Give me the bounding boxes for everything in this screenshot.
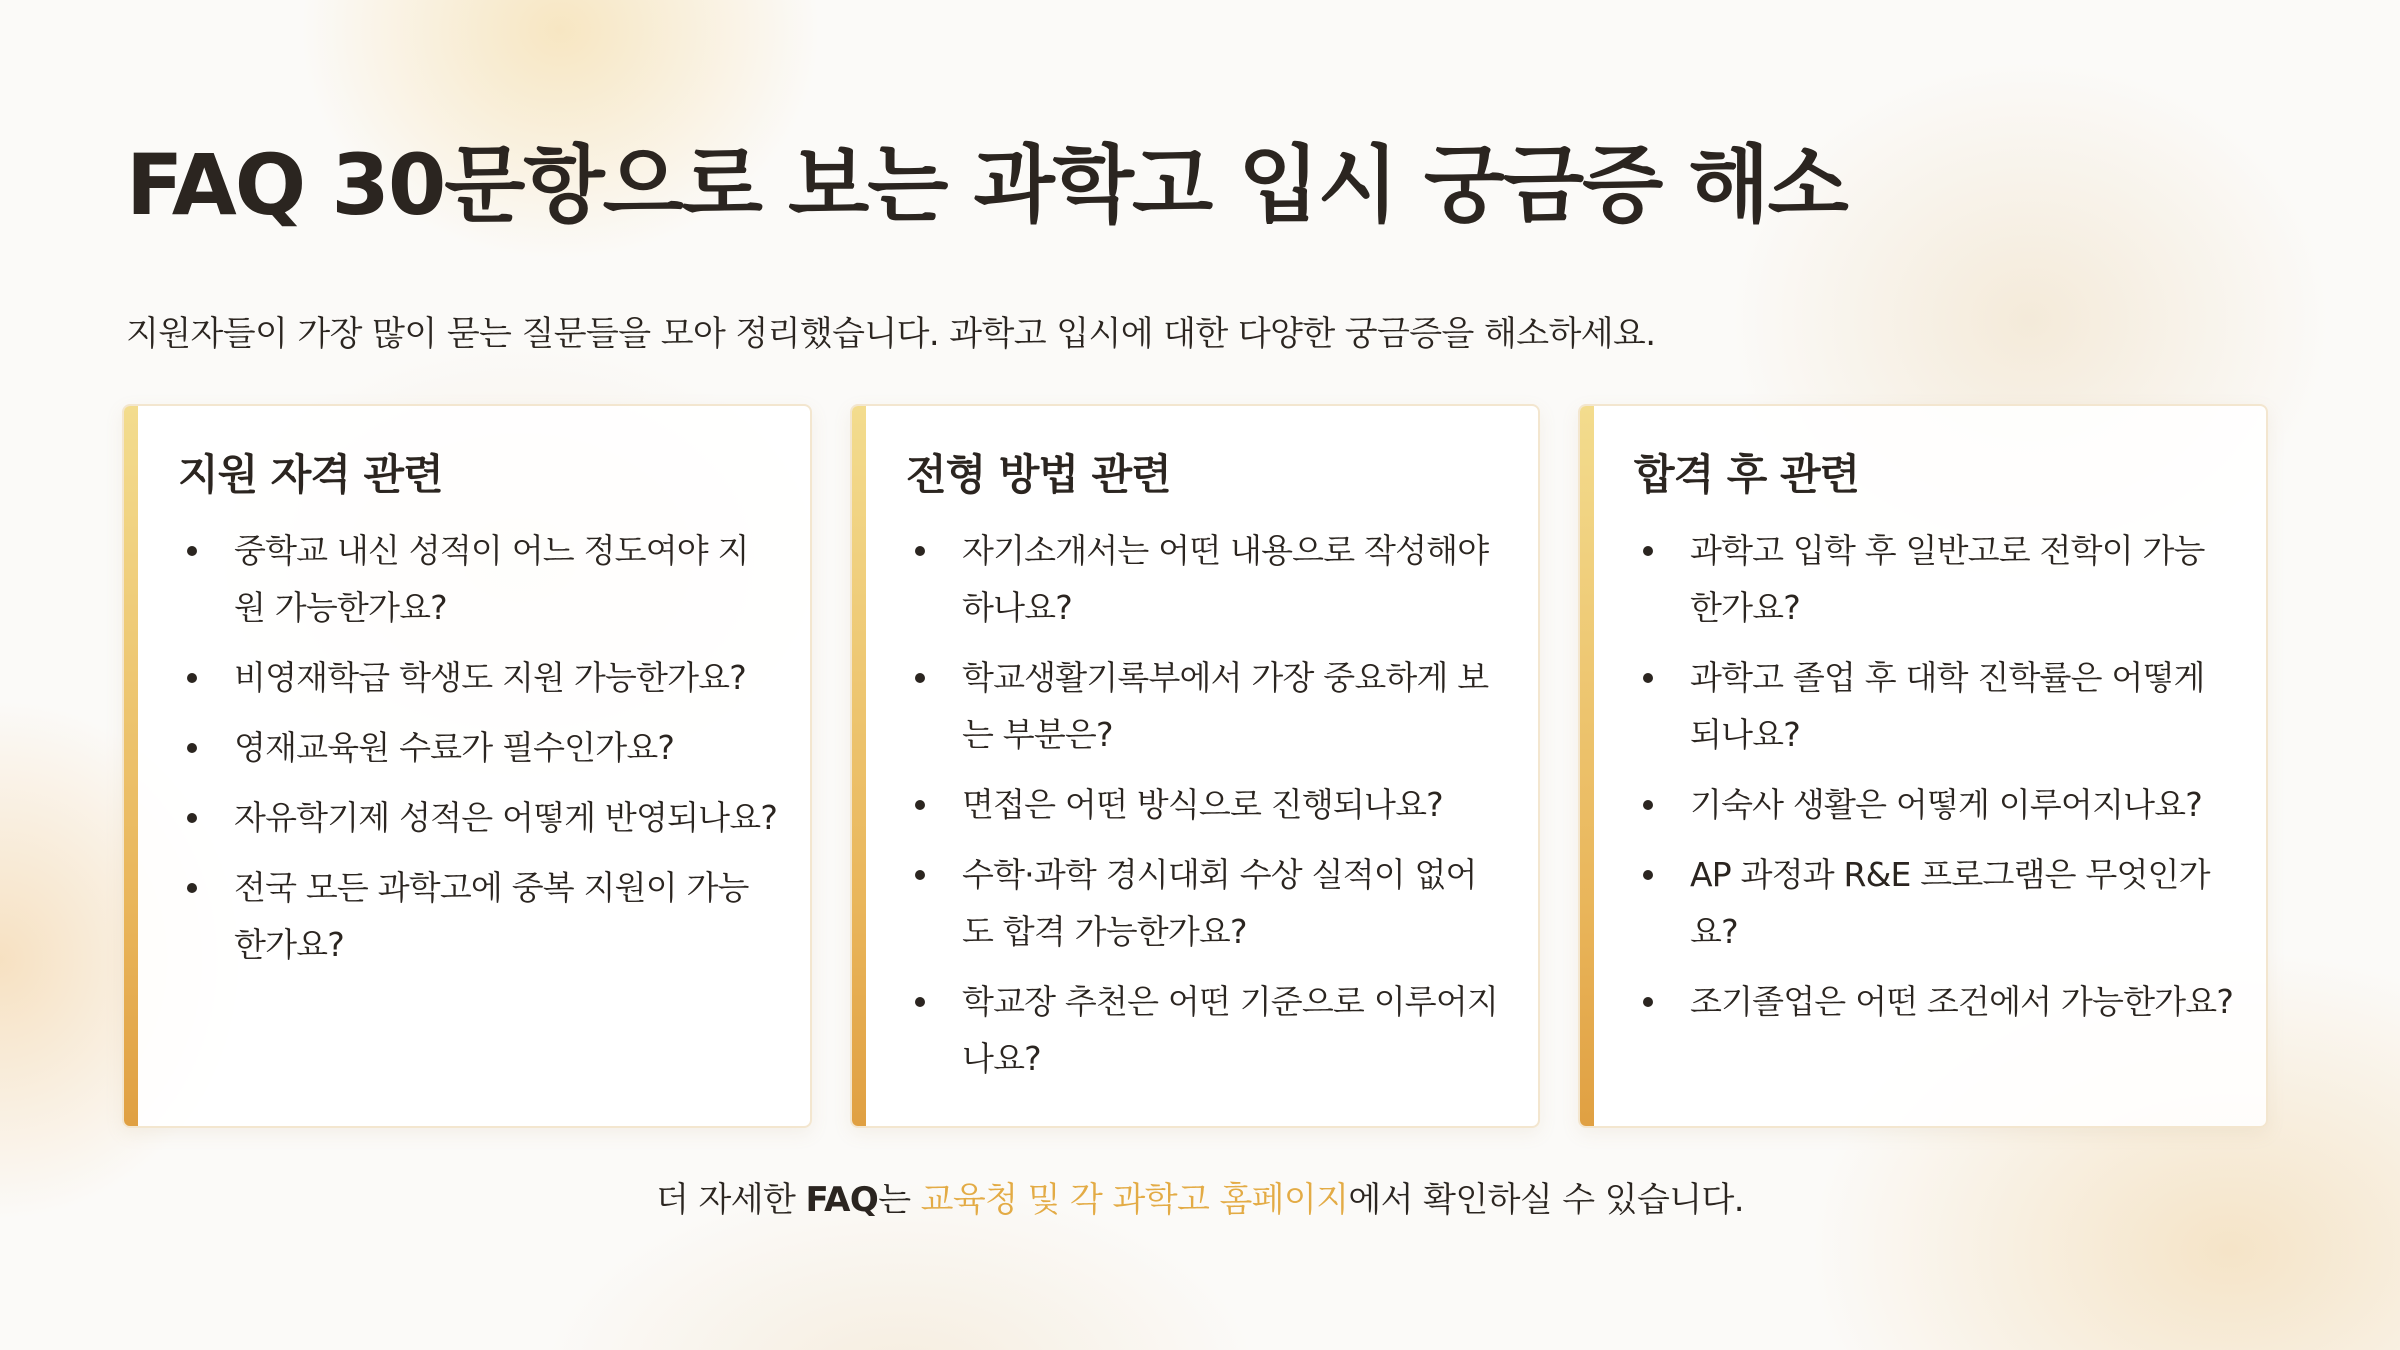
footer-text: 에서 확인하실 수 있습니다. <box>1348 1180 1744 1220</box>
faq-item <box>1634 649 2234 763</box>
faq-item <box>1634 846 2234 960</box>
card-after-admission <box>1578 404 2268 1128</box>
card-admission-process <box>850 404 1540 1128</box>
footer-faq-emphasis: FAQ <box>805 1180 879 1220</box>
card-accent-bar <box>124 406 138 1126</box>
faq-item <box>178 859 778 973</box>
bullet-icon <box>187 546 197 556</box>
faq-question: 중학교 내신 성적이 어느 정도여야 지원 가능한가요? <box>234 531 749 627</box>
bullet-icon <box>915 673 925 683</box>
faq-question: 영재교육원 수료가 필수인가요? <box>234 728 675 767</box>
faq-question: 과학고 입학 후 일반고로 전학이 가능한가요? <box>1690 531 2205 627</box>
faq-question: 학교생활기록부에서 가장 중요하게 보는 부분은? <box>962 658 1489 754</box>
footer-note <box>0 1172 2400 1221</box>
bullet-icon <box>915 870 925 880</box>
faq-item <box>178 789 778 846</box>
bullet-icon <box>915 800 925 810</box>
footer-text: 는 <box>878 1180 921 1220</box>
faq-question: 자기소개서는 어떤 내용으로 작성해야 하나요? <box>962 531 1489 627</box>
faq-item <box>906 522 1506 636</box>
card-title: 지원 자격 관련 <box>178 450 443 499</box>
faq-question: 학교장 추천은 어떤 기준으로 이루어지나요? <box>962 982 1499 1078</box>
faq-item <box>1634 973 2234 1030</box>
card-accent-bar <box>1580 406 1594 1126</box>
bullet-icon <box>187 743 197 753</box>
bullet-icon <box>1643 997 1653 1007</box>
bullet-icon <box>1643 870 1653 880</box>
faq-list <box>906 522 1506 1100</box>
bullet-icon <box>187 673 197 683</box>
faq-item <box>1634 776 2234 833</box>
faq-item <box>906 776 1506 833</box>
card-accent-bar <box>852 406 866 1126</box>
bullet-icon <box>187 813 197 823</box>
faq-question: 수학·과학 경시대회 수상 실적이 없어도 합격 가능한가요? <box>962 855 1477 951</box>
faq-question: 자유학기제 성적은 어떻게 반영되나요? <box>234 798 778 837</box>
bullet-icon <box>1643 546 1653 556</box>
faq-item <box>906 973 1506 1087</box>
faq-item <box>906 846 1506 960</box>
faq-question: 과학고 졸업 후 대학 진학률은 어떻게 되나요? <box>1690 658 2205 754</box>
faq-question: AP 과정과 R&E 프로그램은 무엇인가요? <box>1690 855 2210 951</box>
bullet-icon <box>187 883 197 893</box>
page-subtitle: 지원자들이 가장 많이 묻는 질문들을 모아 정리했습니다. 과학고 입시에 대한 다양한 궁금증을 해소하세요. <box>126 314 1656 354</box>
bullet-icon <box>1643 800 1653 810</box>
faq-question: 비영재학급 학생도 지원 가능한가요? <box>234 658 746 697</box>
faq-list <box>1634 522 2234 1043</box>
card-title: 전형 방법 관련 <box>906 450 1171 499</box>
faq-item <box>178 649 778 706</box>
page-title: FAQ 30문항으로 보는 과학고 입시 궁금증 해소 <box>126 136 1847 234</box>
card-title: 합격 후 관련 <box>1634 450 1860 499</box>
faq-question: 전국 모든 과학고에 중복 지원이 가능한가요? <box>234 868 749 964</box>
faq-item <box>178 522 778 636</box>
bullet-icon <box>915 546 925 556</box>
footer-text: 더 자세한 <box>656 1180 806 1220</box>
faq-item <box>178 719 778 776</box>
footer-homepage-link[interactable]: 교육청 및 각 과학고 홈페이지 <box>920 1180 1349 1220</box>
faq-list <box>178 522 778 986</box>
faq-question: 면접은 어떤 방식으로 진행되나요? <box>962 785 1443 824</box>
faq-question: 조기졸업은 어떤 조건에서 가능한가요? <box>1690 982 2234 1021</box>
card-eligibility <box>122 404 812 1128</box>
faq-item <box>906 649 1506 763</box>
faq-question: 기숙사 생활은 어떻게 이루어지나요? <box>1690 785 2202 824</box>
faq-item <box>1634 522 2234 636</box>
bullet-icon <box>915 997 925 1007</box>
bullet-icon <box>1643 673 1653 683</box>
